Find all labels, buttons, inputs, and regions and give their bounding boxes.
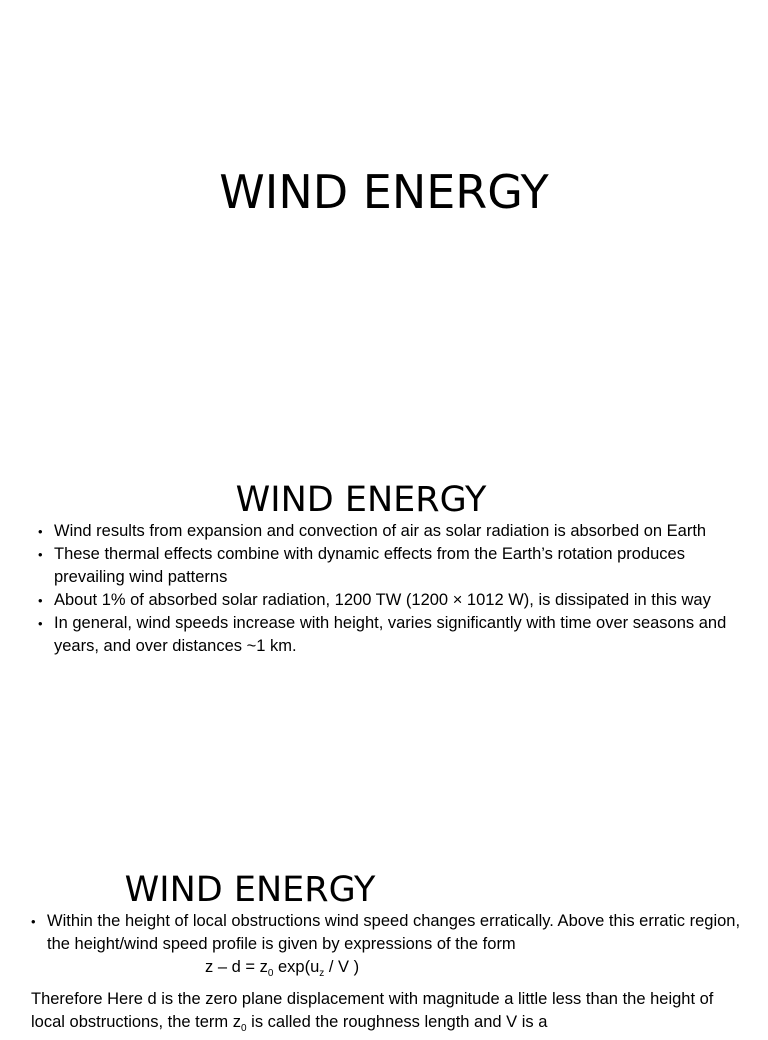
bullet-list xyxy=(38,520,750,658)
bullet-item: • These thermal effects combine with dynamic effects from the Earth’s rotation produces prevailing wind patterns xyxy=(38,543,750,589)
slide-title: WIND ENERGY xyxy=(235,480,487,520)
slide-body xyxy=(31,910,751,1040)
formula-right: / V ) xyxy=(324,958,360,976)
slide-title: WIND ENERGY xyxy=(219,165,549,219)
formula-left: z – d = z xyxy=(205,958,268,976)
paragraph-subscript: 0 xyxy=(241,1023,247,1034)
content-slide-1 xyxy=(0,432,768,864)
bullet-item: • Within the height of local obstructions wind speed changes erratically. Above this erratic region, the height/wind speed profile is given by expressions of the form xyxy=(31,910,751,956)
bullet-item: • Wind results from expansion and convection of air as solar radiation is absorbed on Earth xyxy=(38,520,750,543)
formula-mid: exp(u xyxy=(273,958,320,976)
paragraph-text: Therefore Here d is the zero plane displacement with magnitude a little less than the height of local obstructions, the term z xyxy=(31,990,714,1031)
paragraph xyxy=(31,988,751,1040)
paragraph-text: is called the roughness length and V is a xyxy=(246,1013,548,1031)
slide-body xyxy=(38,520,750,658)
bullet-list xyxy=(31,910,751,956)
formula-subscript: 0 xyxy=(267,968,274,979)
title-slide xyxy=(0,0,768,432)
formula xyxy=(31,956,751,985)
bullet-item: • About 1% of absorbed solar radiation, 1200 TW (1200 × 1012 W), is dissipated in this way xyxy=(38,589,750,612)
content-slide-2 xyxy=(0,864,768,1034)
slide-title: WIND ENERGY xyxy=(124,870,376,910)
formula-subscript: z xyxy=(319,968,325,979)
bullet-item: • In general, wind speeds increase with height, varies significantly with time over seasons and years, and over distances ~1 km. xyxy=(38,612,750,658)
